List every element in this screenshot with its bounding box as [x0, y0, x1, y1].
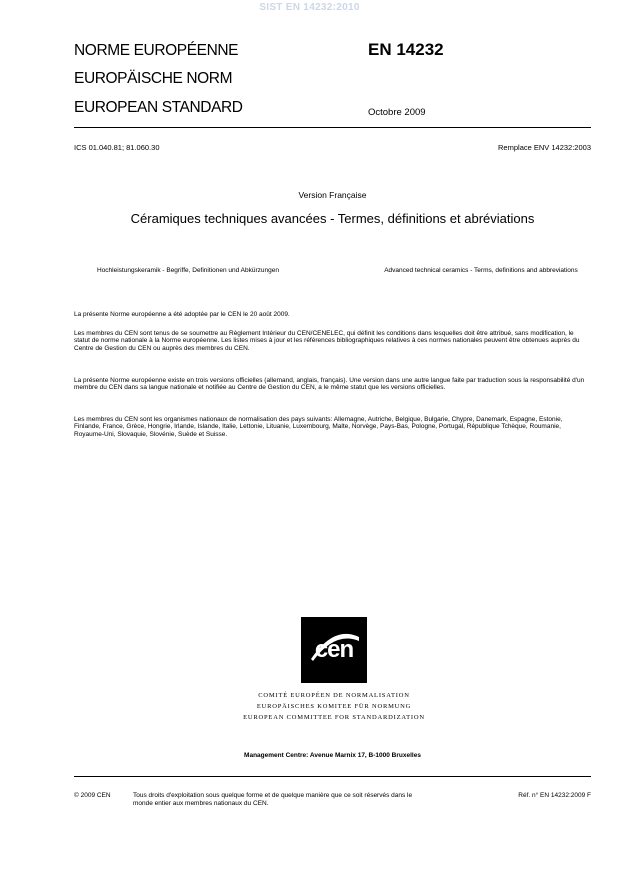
publication-date: Octobre 2009 [368, 107, 426, 118]
title-french: NORME EUROPÉENNE [74, 42, 239, 59]
watermark: SIST EN 14232:2010 [259, 2, 360, 13]
title-german: EUROPÄISCHE NORM [74, 70, 233, 87]
standard-number: EN 14232 [368, 40, 444, 59]
versions-paragraph: La présente Norme européenne existe en trois versions officielles (allemand, anglais, français). Une version dans une autre langue faite par traduction sous la responsabilité d'un membre du CEN dans sa langue nationale et notifiée au Centre de Gestion du CEN, a le même statut que les versions officielles. [74, 377, 585, 392]
adoption-paragraph: La présente Norme européenne a été adoptée par le CEN le 20 août 2009. [74, 311, 290, 318]
replaces-note: Remplace ENV 14232:2003 [498, 143, 591, 152]
management-centre: Management Centre: Avenue Marnix 17, B-1000 Bruxelles [244, 752, 421, 759]
committee-english: EUROPEAN COMMITTEE FOR STANDARDIZATION [243, 714, 425, 721]
footer-divider [74, 776, 591, 777]
german-title: Hochleistungskeramik - Begriffe, Definitionen und Abkürzungen [97, 267, 279, 274]
copyright: © 2009 CEN [74, 792, 111, 799]
members-list-paragraph: Les membres du CEN sont les organismes nationaux de normalisation des pays suivants: Allemagne, Autriche, Belgique, Bulgarie, Chypre, Danemark, Espagne, Estonie, Finlande, France, Grèce, Hongrie, Irlande, Islande, Italie, Lettonie, Lituanie, Luxembourg, Malte, Norvège, Pays-Bas, Pologne, Portugal, République Tchèque, Roumanie, Royaume-Uni, Slovaquie, Slovénie, Suède et Suisse. [74, 416, 563, 438]
committee-french: COMITÉ EUROPÉEN DE NORMALISATION [258, 692, 410, 699]
version-label: Version Française [298, 190, 367, 200]
header-divider [74, 127, 591, 128]
ics-code: ICS 01.040.81; 81.060.30 [74, 143, 160, 152]
cen-logo-icon [301, 617, 367, 683]
logo-text: cen [314, 636, 354, 663]
title-english: EUROPEAN STANDARD [74, 99, 243, 116]
rights-notice: Tous droits d'exploitation sous quelque forme et de quelque manière que ce soit réservés dans le monde entier aux membres nationaux du CEN. [133, 792, 413, 807]
members-obligation-paragraph: Les membres du CEN sont tenus de se soumettre au Règlement Intérieur du CEN/CENELEC, qui définit les conditions dans lesquelles doit être attribué, sans modification, le statut de norme nationale à la Norme européenne. Les listes mises à jour et les références bibliographiques relatives à ces normes nationales peuvent être obtenues auprès du Centre de Gestion du CEN ou auprès des membres du CEN. [74, 330, 580, 352]
reference-number: Réf. n° EN 14232:2009 F [518, 792, 591, 799]
document-title: Céramiques techniques avancées - Termes, définitions et abréviations [130, 211, 535, 226]
english-title: Advanced technical ceramics - Terms, definitions and abbreviations [384, 267, 578, 274]
committee-german: EUROPÄISCHES KOMITEE FÜR NORMUNG [256, 703, 412, 710]
